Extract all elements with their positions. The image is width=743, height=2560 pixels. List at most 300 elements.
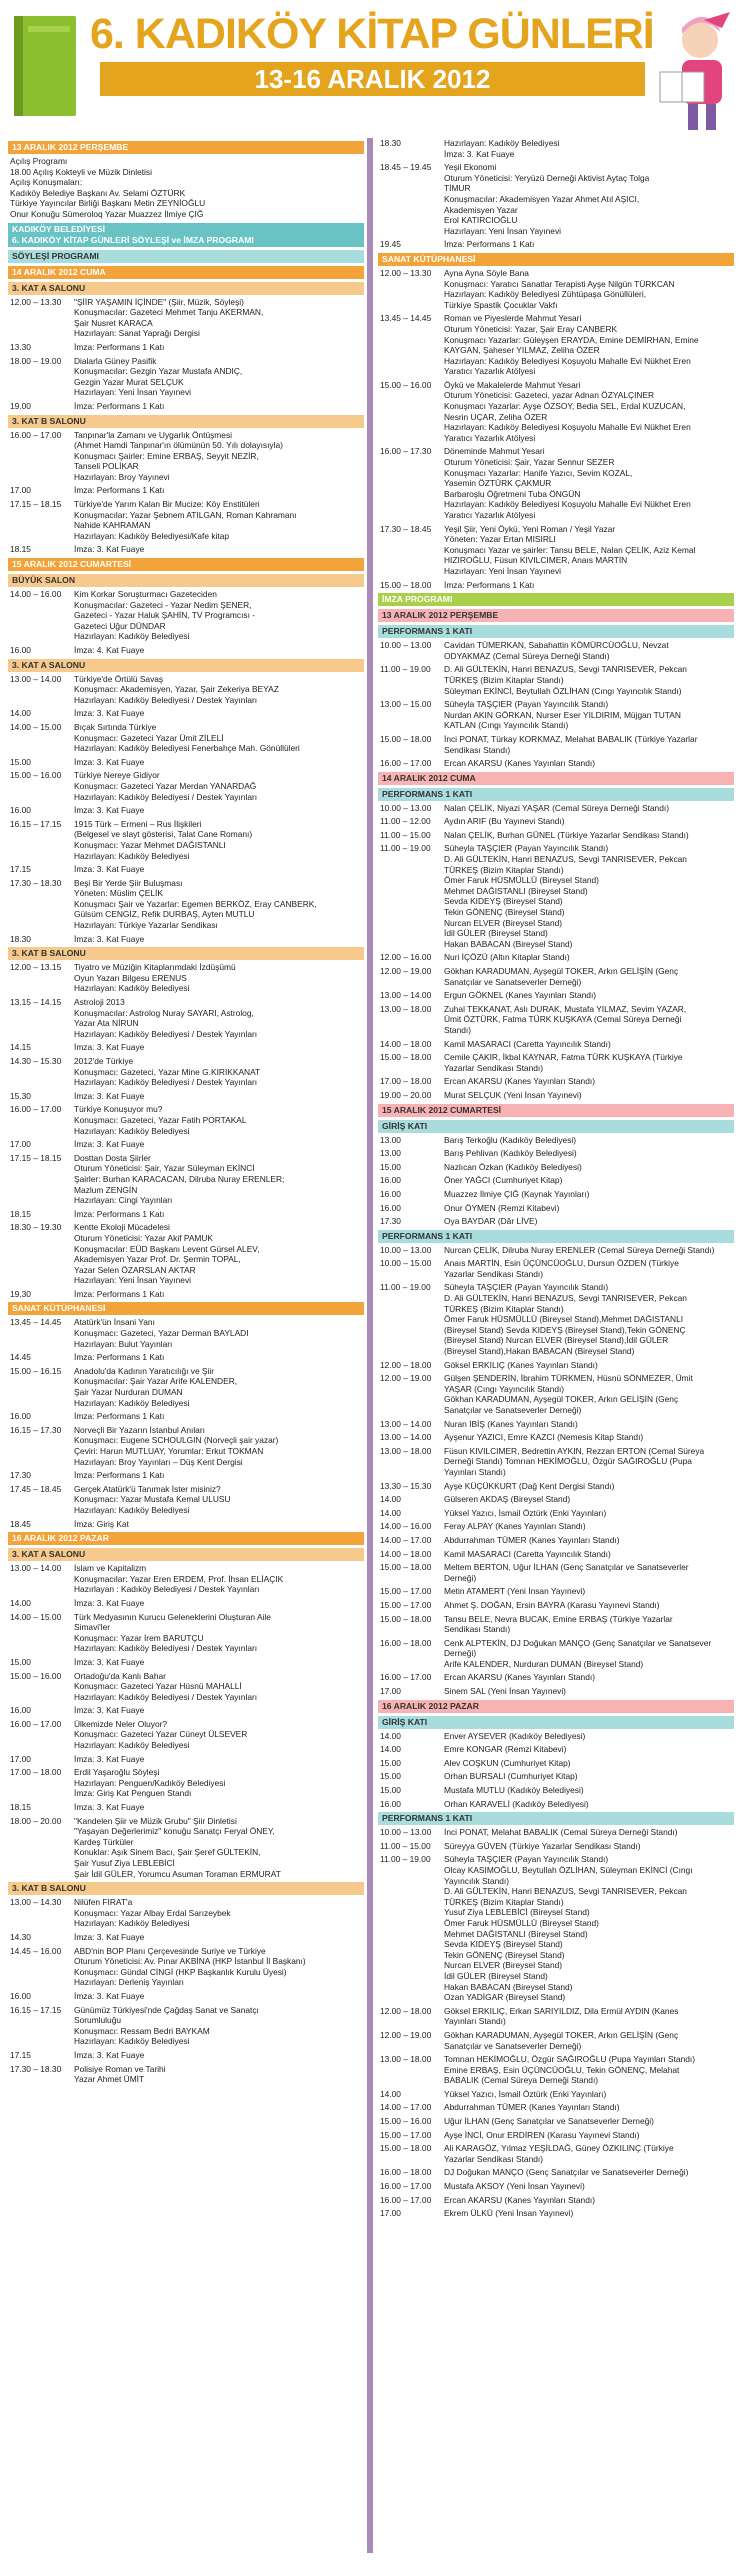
event-row: [380, 1785, 734, 1796]
event-time: 12.00 – 19.00: [380, 1373, 432, 1384]
event-time: 13.00 – 18.00: [380, 1445, 432, 1456]
event-details: İmza: Performans 1 Katı: [74, 1208, 165, 1219]
event-time: 13.45 – 14.45: [380, 313, 432, 324]
event-time: 15.00 – 17.00: [380, 1586, 432, 1597]
event-row: [380, 162, 734, 236]
event-time: 18.15: [10, 1208, 31, 1219]
event-row: [380, 138, 734, 159]
event-details: Aydın ARIF (Bu Yayınevi Standı): [444, 816, 565, 827]
event-time: 15.00: [380, 1771, 401, 1782]
event-row: [380, 1203, 734, 1214]
event-row: [10, 485, 364, 496]
event-row: [380, 1535, 734, 1546]
event-time: 17.30 – 18.45: [380, 523, 432, 534]
event-time: 15.00: [380, 1785, 401, 1796]
event-time: 15.00 – 16.00: [10, 1670, 62, 1681]
event-row: [10, 1802, 364, 1813]
event-details: İmza: 3. Kat Fuaye: [74, 1656, 145, 1667]
event-details: İmza: 3. Kat Fuaye: [74, 756, 145, 767]
event-time: 12.00 – 13.15: [10, 962, 62, 973]
event-row: [380, 2208, 734, 2219]
event-time: 17.30 – 18.30: [10, 877, 62, 888]
event-time: 15.00 – 18.00: [380, 1052, 432, 1063]
event-row: [380, 580, 734, 591]
event-details: Onur ÖYMEN (Remzi Kitabevi): [444, 1202, 560, 1213]
event-row: [380, 1854, 734, 2002]
event-row: [380, 2143, 734, 2164]
event-row: [10, 1816, 364, 1880]
event-row: [10, 1139, 364, 1150]
event-row: [380, 758, 734, 769]
event-row: [10, 997, 364, 1039]
event-time: 14.00: [380, 1494, 401, 1505]
event-time: 16.00: [380, 1202, 401, 1213]
event-row: [380, 2006, 734, 2027]
event-details: İmza: 3. Kat Fuaye: [74, 1705, 145, 1716]
event-time: 14.00 – 16.00: [10, 589, 62, 600]
event-details: Abdurrahman TÜMER (Kanes Yayınları Standı): [444, 1534, 620, 1545]
section-header: KADIKÖY BELEDİYESİ 6. KADIKÖY KİTAP GÜNLERİ SÖYLEŞİ ve İMZA PROGRAMI: [8, 223, 364, 247]
event-row: [380, 1614, 734, 1635]
event-time: 13.30 – 15.30: [380, 1480, 432, 1491]
event-time: 16.15 – 17.15: [10, 818, 62, 829]
event-time: 10.00 – 15.00: [380, 1258, 432, 1269]
event-details: İmza: Performans 1 Katı: [74, 1470, 165, 1481]
event-time: 11.00 – 19.00: [380, 1282, 431, 1293]
event-row: [380, 1586, 734, 1597]
section-header: 3. KAT B SALONU: [8, 415, 364, 428]
event-details: Ercan AKARSU (Kanes Yayınları Standı): [444, 1672, 595, 1683]
event-time: 17.00: [10, 1753, 31, 1764]
event-time: 17.45 – 18.45: [10, 1483, 62, 1494]
event-details: Barış Pehlivan (Kadıköy Belediyesi): [444, 1148, 577, 1159]
event-details: Bıçak Sırtında Türkiye Konuşmacı: Gazeteci Yazar Ümit ZİLELİ Hazırlayan: Kadıköy Belediyesi Fenerbahçe Mah. Gönüllüleri: [74, 721, 300, 754]
event-time: 14.15: [10, 1042, 31, 1053]
event-time: 19.00 – 20.00: [380, 1089, 432, 1100]
event-time: 16.00 – 17.00: [10, 1718, 62, 1729]
event-time: 18.00 – 19.00: [10, 355, 62, 366]
section-header: PERFORMANS 1 KATI: [378, 1812, 734, 1825]
event-time: 18.30: [380, 138, 401, 148]
event-details: Ortadoğu'da Kanlı Bahar Konuşmacı: Gazeteci Yazar Hüsnü MAHALLİ Hazırlayan: Kadıköy Belediyesi / Destek Yayınları: [74, 1670, 258, 1702]
section-header: 13 ARALIK 2012 PERŞEMBE: [378, 609, 734, 622]
section-header: 3. KAT A SALONU: [8, 1548, 364, 1561]
event-details: Murat SELÇUK (Yeni İnsan Yayınevi): [444, 1089, 582, 1100]
event-row: [380, 952, 734, 963]
event-details: İmza: Performans 1 Katı: [444, 579, 535, 590]
event-details: Orhan BURSALI (Cumhuriyet Kitap): [444, 1771, 578, 1782]
event-details: "ŞİİR YAŞAMIN İÇİNDE" (Şiir, Müzik, Söyleşi) Konuşmacılar: Gazeteci Mehmet Tanju AKERMAN, Şair Nusret KARACA Hazırlayan: Sanat Yaprağı Dergisi: [74, 296, 264, 339]
section-header: PERFORMANS 1 KATI: [378, 625, 734, 638]
event-time: 15.00 – 18.00: [380, 2143, 432, 2154]
section-header: İMZA PROGRAMI: [378, 593, 734, 606]
event-row: [10, 1612, 364, 1654]
event-details: Tiyatro ve Müziğin Kitaplarımdaki İzdüşümü Oyun Yazarı Bilgesu ERENUS Hazırlayan: Kadıköy Belediyesi: [74, 962, 236, 994]
event-row: [380, 524, 734, 577]
event-time: 17.15: [10, 864, 31, 875]
event-details: İmza: 3. Kat Fuaye: [74, 1139, 145, 1150]
event-row: [10, 430, 364, 483]
event-row: [380, 699, 734, 731]
event-details: Süreyya GÜVEN (Türkiye Yazarlar Sendikası Standı): [444, 1840, 641, 1851]
event-details: Döneminde Mahmut Yesari Oturum Yöneticisi: Şair, Yazar Sennur SEZER Konuşmacı Yazarlar: Hanife Yazıcı, Sevim KOZAL, Yasemin ÖZTÜRK ÇAKMUR Barbaroşlu Öğretmeni Tuba ÖNGÜN Hazırlayan: Kadıköy Belediyesi Koşuyolu Mahalle Evi Nükhet Eren Yaratıcı Yazarlık Atölyesi: [444, 446, 691, 520]
event-row: [380, 803, 734, 814]
event-time: 13.00 – 18.00: [380, 1003, 432, 1014]
event-time: 13.00: [380, 1148, 401, 1159]
event-row: [380, 1419, 734, 1430]
event-details: Gerçek Atatürk'ü Tanımak İster misiniz? Konuşmacı: Yazar Mustafa Kemal ULUSU Hazırlayan: Kadıköy Belediyesi: [74, 1483, 231, 1515]
event-time: 16.00 – 17.00: [380, 2181, 432, 2192]
event-row: [10, 962, 364, 994]
event-time: 10.00 – 13.00: [380, 802, 432, 813]
event-details: Ercan AKARSU (Kanes Yayınları Standı): [444, 758, 595, 769]
event-details: Cavidan TÜMERKAN, Sabahattin KÖMÜRCÜOĞLU, Nevzat ODYAKMAZ (Cemal Süreya Derneği Standı): [444, 640, 669, 661]
event-time: 17.00 – 18.00: [10, 1767, 62, 1778]
event-time: 11.00 – 15.00: [380, 1840, 431, 1851]
event-time: 10.00 – 13.00: [380, 1827, 432, 1838]
event-row: [380, 1162, 734, 1173]
program-text: Açılış Programı 18.00 Açılış Kokteyli ve Müzik Dinletisi Açılış Konuşmaları: Kadıköy Belediye Başkanı Av. Selami ÖZTÜRK Türkiye Yayıncılar Birliği Başkanı Metin ZEYNİOĞLU Onur Konuğu Sümeroloq Yazar Muazzez İlmiye ÇIĞ: [10, 156, 206, 219]
event-time: 13.00 – 14.00: [380, 990, 432, 1001]
event-row: [380, 2130, 734, 2141]
event-time: 16.15 – 17.30: [10, 1424, 62, 1435]
event-time: 18.30 – 19.30: [10, 1222, 62, 1233]
section-header: 3. KAT B SALONU: [8, 947, 364, 960]
event-time: 14.45 – 16.00: [10, 1945, 62, 1956]
event-time: 14.00: [380, 1730, 401, 1741]
event-row: [10, 1719, 364, 1751]
event-row: [10, 878, 364, 931]
event-row: [380, 2030, 734, 2051]
event-row: [380, 1827, 734, 1838]
event-time: 13.45 – 14.45: [10, 1317, 62, 1328]
event-time: 14.00 – 15.00: [10, 721, 62, 732]
event-time: 19.00: [10, 400, 31, 411]
event-details: İmza: 3. Kat Fuaye: [74, 1090, 145, 1101]
event-row: [380, 1148, 734, 1159]
event-details: İnci PONAT, Türkay KORKMAZ, Melahat BABALIK (Türkiye Yazarlar Sendikası Standı): [444, 733, 698, 755]
event-row: [10, 1091, 364, 1102]
event-row: [380, 380, 734, 444]
event-row: [10, 1209, 364, 1220]
event-time: 17.00: [10, 485, 31, 496]
section-header: 15 ARALIK 2012 CUMARTESİ: [378, 1104, 734, 1117]
event-details: İmza: Performans 1 Katı: [74, 485, 165, 496]
event-time: 15.00 – 18.00: [380, 579, 432, 590]
event-details: Yeşil Şiir, Yeni Öykü, Yeni Roman / Yeşil Yazar Yöneten: Yazar Ertan MISIRLI Konuşmacı Yazar ve şairler: Tansu BELE, Nalan ÇELİK, Aziz Kemal HIZIROĞLU, Füsun KIVILCIMER, Anaıs MARTİN Hazırlayan: Yeni İnsan Yayınevi: [444, 523, 696, 576]
event-details: İmza: 3. Kat Fuaye: [74, 1597, 145, 1608]
event-row: [10, 864, 364, 875]
event-time: 18.15: [10, 1802, 31, 1813]
event-details: Norveçli Bir Yazarın İstanbul Anıları Konuşmacı: Eugene SCHOULGIN (Norveçli şair yazar) Çeviri: Harun MUTLUAY, Yorumlar: Erkut TOKMAN Hazırlayan: Broy Yayınları – Düş Kent Dergisi: [74, 1424, 279, 1467]
event-time: 16.00: [10, 805, 31, 816]
event-details: Kim Korkar Soruşturmacı Gazeteciden Konuşmacılar: Gazeteci - Yazar Nedim ŞENER, Gazeteci - Yazar Haluk ŞAHİN, TV Programcısı - Gazeteci Uğur DÜNDAR Hazırlayan: Kadıköy Belediyesi: [74, 589, 256, 642]
section-header: SANAT KÜTÜPHANESİ: [8, 1302, 364, 1315]
event-details: Nurcan ÇELİK, Dilruba Nuray ERENLER (Cemal Süreya Derneği Standı): [444, 1244, 715, 1255]
event-details: Sinem SAL (Yeni İnsan Yayınevi): [444, 1686, 566, 1697]
event-row: [380, 1481, 734, 1492]
event-time: 13.00 – 15.00: [380, 699, 432, 710]
event-time: 14.00 – 16.00: [380, 1521, 432, 1532]
event-time: 13.00 – 18.00: [380, 2054, 432, 2065]
event-row: [380, 1771, 734, 1782]
event-time: 14.00 – 18.00: [380, 1038, 432, 1049]
event-time: 12.00 – 16.00: [380, 952, 432, 963]
event-details: Türkiye'de Yarım Kalan Bir Mucize: Köy Enstitüleri Konuşmacılar: Yazar Şebnem ATILGAN, Roman Kahramanı Nahide KAHRAMAN Hazırlayan: Kadıköy Belediyesi/Kafe kitap: [74, 499, 297, 541]
event-time: 14.45: [10, 1352, 31, 1363]
event-row: [380, 1282, 734, 1356]
event-time: 13.00 – 14.00: [10, 1563, 62, 1574]
event-details: Alev COŞKUN (Cumhuriyet Kitap): [444, 1757, 571, 1768]
event-row: [380, 1841, 734, 1852]
event-details: Oya BAYDAR (Dâr LİVE): [444, 1216, 538, 1227]
event-details: İslam ve Kapitalizm Konuşmacılar: Yazar Eren ERDEM, Prof. İhsan ELİAÇIK Hazırlayan : Kadıköy Belediyesi / Destek Yayınları: [74, 1563, 284, 1595]
column-divider: [367, 138, 373, 2553]
event-time: 13.00 – 14.30: [10, 1897, 62, 1908]
event-row: [10, 1042, 364, 1053]
event-time: 15.00: [380, 1161, 401, 1172]
event-time: 15.00 – 17.00: [380, 1599, 432, 1610]
event-time: 12.00 – 18.00: [380, 2005, 432, 2016]
section-header: 14 ARALIK 2012 CUMA: [378, 772, 734, 785]
event-row: [10, 1289, 364, 1300]
event-row: [380, 313, 734, 377]
event-row: [380, 2195, 734, 2206]
event-details: Gökhan KARADUMAN, Ayşegül TOKER, Arkın GELİŞİN (Genç Sanatçılar ve Sanatseverler Derneği): [444, 2029, 679, 2051]
event-row: [380, 2181, 734, 2192]
event-row: [380, 1494, 734, 1505]
event-row: [10, 1519, 364, 1530]
event-row: [10, 722, 364, 754]
event-row: [380, 1090, 734, 1101]
event-row: [380, 1686, 734, 1697]
event-time: 14.00 – 15.00: [10, 1611, 62, 1622]
event-details: Ergun GÖKNEL (Kanes Yayınları Standı): [444, 990, 597, 1001]
event-time: 15.00 – 17.00: [380, 2129, 432, 2140]
event-row: [10, 499, 364, 541]
book-icon: [10, 12, 80, 120]
event-row: [380, 843, 734, 949]
event-details: Ali KARAGÖZ, Yılmaz YEŞİLDAĞ, Güney ÖZKILINÇ (Türkiye Yazarlar Sendikası Standı): [444, 2143, 674, 2164]
event-row: [10, 589, 364, 642]
event-details: Meltem BERTON, Uğur İLHAN (Genç Sanatçılar ve Sanatseverler Derneği): [444, 1562, 689, 1583]
event-row: [380, 1245, 734, 1256]
right-column: [378, 138, 734, 2222]
event-row: [380, 2102, 734, 2113]
event-time: 14.30: [10, 1931, 31, 1942]
event-details: Kamil MASARACI (Caretta Yayıncılık Standı): [444, 1548, 611, 1559]
event-row: [10, 342, 364, 353]
event-row: [380, 734, 734, 755]
event-details: Mustafa MUTLU (Kadıköy Belediyesi): [444, 1785, 584, 1796]
event-details: Emre KONGAR (Remzi Kitabevi): [444, 1744, 567, 1755]
event-time: 11.00 – 19.00: [380, 1854, 431, 1865]
child-reading-illustration: [648, 10, 738, 135]
event-row: [380, 2116, 734, 2127]
section-header: PERFORMANS 1 KATI: [378, 788, 734, 801]
event-row: [10, 297, 364, 339]
event-row: [10, 1767, 364, 1799]
event-details: Yüksel Yazıcı, İsmail Öztürk (Enki Yayınları): [444, 2088, 607, 2099]
section-header: 3. KAT B SALONU: [8, 1882, 364, 1895]
event-details: İmza: Performans 1 Katı: [74, 400, 165, 411]
section-header: 15 ARALIK 2012 CUMARTESİ: [8, 558, 364, 571]
event-time: 13.30: [10, 341, 31, 352]
event-time: 16.15 – 17.15: [10, 2004, 62, 2015]
event-details: Feray ALPAY (Kanes Yayınları Standı): [444, 1521, 586, 1532]
event-row: [10, 674, 364, 706]
event-details: Polisiye Roman ve Tarihi Yazar Ahmet ÜMİT: [74, 2063, 166, 2085]
event-details: Türk Medyasının Kurucu Geleneklerini Oluşturan Aile Simavi'ler Konuşmacı: Yazar İrem BARUTÇU Hazırlayan: Kadıköy Belediyesi / Destek Yayınları: [74, 1611, 271, 1654]
event-row: [380, 1039, 734, 1050]
event-details: "Kandelen Şiir ve Müzik Grubu" Şiir Dinletisi "Yaşayan Değerlerimiz" konuğu Sanatçı Feryal ÖNEY, Kardeş Türküler Konuklar: Aşık Sinem Bacı, Şair Şeref GÜLTEKİN, Şair Yusuf Ziya LEBLEBİCİ Şair İdil GÜLER, Yorumcu Asuman Toraman ERMURAT: [74, 1815, 281, 1879]
event-details: Gülseren AKDAŞ (Bireysel Stand): [444, 1494, 571, 1505]
event-time: 15.00: [380, 1757, 401, 1768]
event-time: 14.00: [10, 708, 31, 719]
event-time: 19.45: [380, 239, 401, 250]
event-time: 15.00 – 16.00: [380, 2116, 432, 2127]
event-details: Ercan AKARSU (Kanes Yayınları Standı): [444, 1076, 595, 1087]
event-row: [10, 1470, 364, 1481]
event-details: Öykü ve Makalelerde Mahmut Yesari Oturum Yöneticisi: Gazeteci, yazar Adnan ÖZYALÇINER Konuşmacı Yazarlar: Ayşe ÖZSOY, Bedia SEL, Erdal KUZUCAN, Nesrin UÇAR, Zeliha ÖZER Hazırlayan: Kadıköy Belediyesi Koşuyolu Mahalle Evi Nükhet Eren Yaratıcı Yazarlık Atölyesi: [444, 379, 691, 443]
event-details: Anadolu'da Kadının Yaratıcılığı ve Şiir Konuşmacılar: Şair Yazar Arife KALENDER, Şair Yazar Nurduran DUMAN Hazırlayan: Kadıköy Belediyesi: [74, 1365, 238, 1408]
event-time: 16.00 – 17.00: [380, 758, 432, 769]
event-row: [10, 1484, 364, 1516]
event-details: Kentte Ekoloji Mücadelesi Oturum Yöneticisi: Yazar Akif PAMUK Konuşmacılar: EÜD Başkanı Levent Gürsel ALEV, Akademisyen Yazar Prof. Dr. Şermin TOPAL, Yazar Selen ÖZARSLAN AKTAR Hazırlayan: Yeni İnsan Yayınevi: [74, 1222, 260, 1286]
event-details: Uğur İLHAN (Genç Sanatçılar ve Sanatseverler Derneği): [444, 2116, 654, 2127]
event-time: 15.00: [10, 756, 31, 767]
event-time: 16.00 – 17.00: [10, 1104, 62, 1115]
event-details: İmza: Performans 1 Katı: [74, 341, 165, 352]
event-row: [10, 1754, 364, 1765]
event-time: 12.00 – 19.00: [380, 2029, 432, 2040]
event-details: Dosttan Dosta Şiirler Oturum Yöneticisi: Şair, Yazar Süleyman EKİNCİ Şairler: Burhan KARACACAN, Dilruba Nuray ERENLER; Mazlum ZENGİN Hazırlayan: Cingi Yayınları: [74, 1152, 285, 1206]
event-details: Barış Terkoğlu (Kadıköy Belediyesi): [444, 1134, 577, 1145]
event-row: [10, 1897, 364, 1929]
event-time: 11.00 – 19.00: [380, 843, 431, 854]
event-time: 17.00: [10, 1139, 31, 1150]
event-details: Gülşen ŞENDERİN, İbrahim TÜRKMEN, Hüsnü SÖNMEZER, Ümit YAŞAR (Cıngı Yayıncılık Standı) Gökhan KARADUMAN, Ayşegül TOKER, Arkın GELİŞİN (Genç Sanatçılar ve Sanatseverler Derneği): [444, 1373, 693, 1415]
section-header: 16 ARALIK 2012 PAZAR: [8, 1532, 364, 1545]
section-header: PERFORMANS 1 KATI: [378, 1230, 734, 1243]
event-time: 16.00: [10, 1990, 31, 2001]
event-time: 18.00 – 20.00: [10, 1815, 62, 1826]
event-time: 18.45 – 19.45: [380, 162, 432, 173]
event-row: [380, 1508, 734, 1519]
event-time: 17.15 – 18.15: [10, 499, 62, 510]
event-row: [10, 1317, 364, 1349]
event-time: 13.00: [380, 1134, 401, 1145]
event-time: 17.30: [380, 1216, 401, 1227]
event-row: [380, 1189, 734, 1200]
event-row: [10, 1991, 364, 2002]
event-details: Ercan AKARSU (Kanes Yayınları Standı): [444, 2194, 595, 2205]
event-row: [380, 1521, 734, 1532]
event-time: 14.00 – 18.00: [380, 1548, 432, 1559]
event-details: Süheyla TAŞÇIER (Payan Yayıncılık Standı) D. Ali GÜLTEKİN, Hanri BENAZUS, Sevgi TANRISEVER, Pekcan TÜRKEŞ (Bizim Kitaplar Standı) Ömer Faruk HÜSMÜLLÜ (Bireysel Stand) Mehmet DAĞISTANLI (Bireysel Stand) Sevda KIDEYŞ (Bireysel Stand) Tekin GÖNENÇ (Bireysel Stand) Nurcan ELVER (Bireysel Stand) İdil GÜLER (Bireysel Stand) Hakan BABACAN (Bireysel Stand): [444, 843, 687, 949]
event-row: [10, 645, 364, 656]
event-details: İmza: Performans 1 Katı: [74, 1352, 165, 1363]
event-row: [380, 1258, 734, 1279]
event-details: Türkiye'de Örtülü Savaş Konuşmacı: Akademisyen, Yazar, Şair Zekeriya BEYAZ Hazırlayan: Kadıköy Belediyesi / Destek Yayınları: [74, 673, 279, 705]
event-time: 16.00 – 17.00: [380, 2194, 432, 2205]
event-details: Cenk ALPTEKİN, DJ Doğukan MANÇO (Genç Sanatçılar ve Sanatsever Derneği) Arife KALENDER, Nurduran DUMAN (Bireysel Stand): [444, 1637, 712, 1669]
event-time: 16.00 – 18.00: [380, 1637, 432, 1648]
event-time: 16.00: [10, 1411, 31, 1422]
event-time: 16.00 – 17.00: [380, 1672, 432, 1683]
section-header: 16 ARALIK 2012 PAZAR: [378, 1700, 734, 1713]
event-row: [380, 640, 734, 661]
event-details: ABD'nin BOP Planı Çerçevesinde Suriye ve Türkiye Oturum Yöneticisi: Av. Pınar AKBİNA (HKP İstanbul İl Başkanı) Konuşmacı: Gündal CİNGİ (HKP Başkanlık Kurulu Üyesi) Hazırlayan: Derleniş Yayınları: [74, 1945, 306, 1988]
section-header: BÜYÜK SALON: [8, 574, 364, 587]
event-row: [10, 1657, 364, 1668]
event-details: Füsun KIVILCIMER, Bedrettin AYKIN, Rezzan ERTON (Cemal Süreya Derneği Standı) Tomrıan HEKİMOĞLU, Özgür SAĞIROĞLU (Pupa Yayınları Standı): [444, 1445, 705, 1477]
left-column: [8, 138, 364, 2088]
event-row: [380, 1052, 734, 1073]
event-details: Kamil MASARACI (Caretta Yayıncılık Standı): [444, 1038, 611, 1049]
event-time: 16.00: [380, 1798, 401, 1809]
event-time: 17.30: [10, 1470, 31, 1481]
event-details: İmza: 4. Kat Fuaye: [74, 645, 145, 655]
event-time: 15.00 – 18.00: [380, 733, 432, 744]
event-time: 18.45: [10, 1518, 31, 1529]
event-details: Yüksel Yazıcı, İsmail Öztürk (Enki Yayınları): [444, 1507, 607, 1518]
event-time: 14.00: [380, 2088, 401, 2099]
event-details: Ayna Ayna Söyle Bana Konuşmacı: Yaratıcı Sanatlar Terapisti Ayşe Nilgün TÜRKCAN Hazırlayan: Kadıköy Belediyesi Zühtüpaşa Gönüllüleri, Türkiye Spastik Çocuklar Vakfı: [444, 267, 675, 310]
event-details: İmza: 3. Kat Fuaye: [74, 1931, 145, 1942]
event-details: Enver AYSEVER (Kadıköy Belediyesi): [444, 1730, 586, 1741]
event-details: Günümüz Türkiyesi'nde Çağdaş Sanat ve Sanatçı Sorumluluğu Konuşmacı: Ressam Bedri BAYKAM Hazırlayan: Kadıköy Belediyesi: [74, 2004, 259, 2047]
event-row: [10, 1352, 364, 1363]
event-time: 14.00 – 17.00: [380, 1534, 432, 1545]
event-details: İmza: 3. Kat Fuaye: [74, 1753, 145, 1764]
section-header: 14 ARALIK 2012 CUMA: [8, 266, 364, 279]
event-row: [10, 356, 364, 398]
event-time: 14.00: [380, 1507, 401, 1518]
event-details: Yeşil Ekonomi Oturum Yöneticisi: Yeryüzü Derneği Aktivist Aytaç Tolga TİMUR Konuşmacılar: Akademisyen Yazar Ahmet Atıl AŞICI, Akademisyen Yazar Erol KATIRCIOĞLU Hazırlayan: Yeni İnsan Yayınevi: [444, 162, 650, 236]
event-time: 16.00: [10, 645, 31, 655]
event-details: Nazlıcan Özkan (Kadıköy Belediyesi): [444, 1161, 582, 1172]
event-time: 14.00: [10, 1597, 31, 1608]
event-time: 17.15 – 18.15: [10, 1152, 62, 1163]
event-row: [10, 2005, 364, 2047]
event-time: 12.00 – 19.00: [380, 966, 432, 976]
event-row: [380, 1360, 734, 1371]
event-time: 15.00 – 16.00: [380, 379, 432, 390]
event-row: [10, 1425, 364, 1467]
event-row: [380, 1744, 734, 1755]
event-time: 16.00 – 17.00: [10, 429, 62, 440]
event-time: 11.00 – 19.00: [380, 664, 431, 675]
event-details: 1915 Türk – Ermeni – Rus İlişkileri (Belgesel ve slayt gösterisi, Talat Cane Romanı) Konuşmacı: Yazar Mehmet DAĞISTANLI Hazırlayan: Kadıköy Belediyesi: [74, 818, 253, 861]
event-details: İmza: 3. Kat Fuaye: [74, 1990, 145, 2001]
event-time: 15.00 – 16.00: [10, 770, 62, 781]
event-time: 16.00: [380, 1188, 401, 1199]
event-details: Göksel ERKILIÇ (Kanes Yayınları Standı): [444, 1359, 598, 1370]
event-row: [380, 446, 734, 520]
event-row: [10, 1705, 364, 1716]
event-row: [10, 1563, 364, 1595]
event-time: 16.00: [10, 1705, 31, 1716]
event-row: [10, 819, 364, 861]
event-row: [380, 1373, 734, 1415]
event-time: 16.00 – 17.30: [380, 446, 432, 457]
section-header: SANAT KÜTÜPHANESİ: [378, 253, 734, 266]
event-row: [10, 1671, 364, 1703]
event-time: 17.30 – 18.30: [10, 2063, 62, 2074]
event-time: 13.15 – 14.15: [10, 997, 62, 1008]
event-row: [380, 1600, 734, 1611]
